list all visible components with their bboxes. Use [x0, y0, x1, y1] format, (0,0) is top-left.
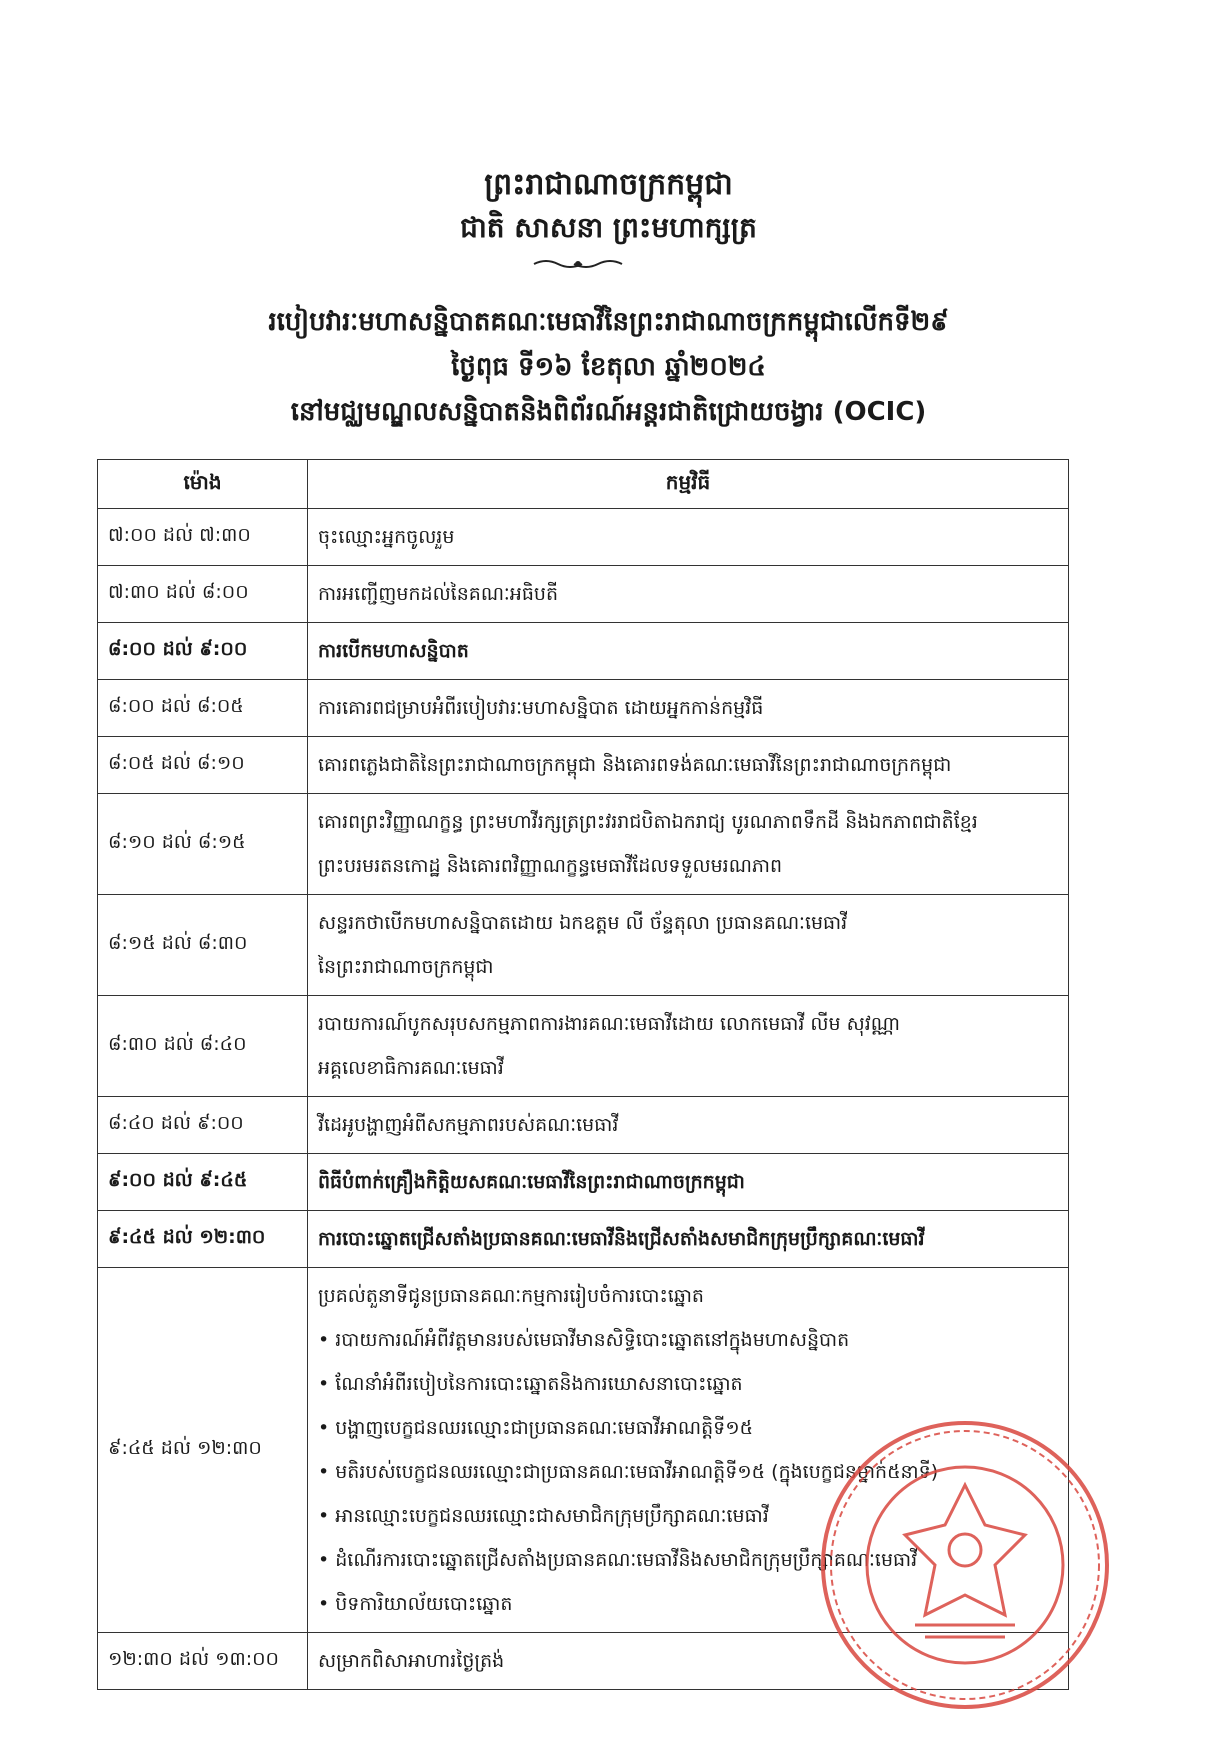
program-line: សម្រាកពិសាអាហារថ្ងៃត្រង់ [318, 1650, 505, 1672]
table-row [98, 1211, 1069, 1268]
row-time: ៩:០០ ដល់ ៩:៤៥ [98, 1154, 308, 1211]
program-line: ចុះឈ្មោះអ្នកចូលរួម [318, 526, 455, 548]
program-line: នៃព្រះរាជាណាចក្រកម្ពុជា [318, 956, 494, 978]
column-header-time: ម៉ោង [98, 460, 308, 509]
row-program [308, 1097, 1069, 1154]
row-time: ៨:០០ ដល់ ៩:០០ [98, 623, 308, 680]
program-line: របាយការណ៍បូកសរុបសកម្មភាពការងារគណៈមេធាវីដោយ លោកមេធាវី លីម សុវណ្ណា [318, 1013, 900, 1035]
program-line: ការអញ្ជើញមកដល់នៃគណៈអធិបតី [318, 583, 559, 605]
program-line: គោរពព្រះវិញ្ញាណក្ខន្ធ ព្រះមហាវីរក្សត្រព្រះវររាជបិតាឯករាជ្យ បូរណភាពទឹកដី និងឯកភាពជាតិខ្មែរ [318, 811, 978, 833]
program-line: • មតិរបស់បេក្ខជនឈរឈ្មោះជាប្រធានគណៈមេធាវីអាណត្តិទី១៥ (ក្នុងបេក្ខជនម្នាក់៥នាទី) [318, 1461, 939, 1483]
row-time: ៨:៤០ ដល់ ៩:០០ [98, 1097, 308, 1154]
national-motto: ជាតិ សាសនា ព្រះមហាក្សត្រ [460, 211, 757, 244]
program-line: • អានឈ្មោះបេក្ខជនឈរឈ្មោះជាសមាជិកក្រុមប្រឹក្សាគណៈមេធាវី [318, 1505, 769, 1527]
row-time: ៩:៤៥ ដល់ ១២:៣០ [98, 1268, 308, 1633]
program-line: • បង្ហាញបេក្ខជនឈរឈ្មោះជាប្រធានគណៈមេធាវីអាណត្តិទី១៥ [318, 1417, 754, 1439]
program-line: • បិទការិយាល័យបោះឆ្នោត [318, 1593, 513, 1615]
program-line: អគ្គលេខាធិការគណៈមេធាវី [318, 1057, 504, 1079]
program-line: សន្ទរកថាបើកមហាសន្និបាតដោយ ឯកឧត្តម លី ច័ន្ទតុលា ប្រធានគណៈមេធាវី [318, 912, 848, 934]
row-time: ៨:៣០ ដល់ ៨:៤០ [98, 996, 308, 1097]
row-time: ៩:៤៥ ដល់ ១២:៣០ [98, 1211, 308, 1268]
row-program [308, 1154, 1069, 1211]
row-program [308, 737, 1069, 794]
table-row [98, 1097, 1069, 1154]
program-line: • ដំណើរការបោះឆ្នោតជ្រើសតាំងប្រធានគណៈមេធាវីនិងសមាជិកក្រុមប្រឹក្សាគណៈមេធាវី [318, 1549, 918, 1571]
program-line: ព្រះបរមរតនកោដ្ឋ និងគោរពវិញ្ញាណក្ខន្ធមេធាវីដែលទទួលមរណភាព [318, 855, 783, 877]
column-header-program: កម្មវិធី [308, 460, 1069, 509]
row-time: ១២:៣០ ដល់ ១៣:០០ [98, 1633, 308, 1690]
program-line: ការបោះឆ្នោតជ្រើសតាំងប្រធានគណៈមេធាវីនិងជ្រើសតាំងសមាជិកក្រុមប្រឹក្សាគណៈមេធាវី [318, 1228, 925, 1250]
table-row [98, 623, 1069, 680]
table-row [98, 1154, 1069, 1211]
table-row [98, 680, 1069, 737]
row-time: ៨:០០ ដល់ ៨:០៥ [98, 680, 308, 737]
table-row [98, 509, 1069, 566]
table-row [98, 794, 1069, 895]
row-time: ៨:០៥ ដល់ ៨:១០ [98, 737, 308, 794]
row-time: ៧:៣០ ដល់ ៨:០០ [98, 566, 308, 623]
program-line: ពិធីបំពាក់គ្រឿងកិត្តិយសគណៈមេធាវីនៃព្រះរាជាណាចក្រកម្ពុជា [318, 1171, 745, 1193]
row-program [308, 895, 1069, 996]
row-program [308, 566, 1069, 623]
row-time: ៨:១៥ ដល់ ៨:៣០ [98, 895, 308, 996]
agenda-date: ថ្ងៃពុធ ទី១៦ ខែតុលា ឆ្នាំ២០២៤ [451, 352, 766, 382]
agenda-venue: នៅមជ្ឈមណ្ឌលសន្និបាតនិងពិព័រណ៍អន្តរជាតិជ្រោយចង្វារ (OCIC) [290, 397, 927, 427]
row-time: ៧:០០ ដល់ ៧:៣០ [98, 509, 308, 566]
row-program [308, 794, 1069, 895]
row-program [308, 623, 1069, 680]
row-program [308, 680, 1069, 737]
row-time: ៨:១០ ដល់ ៨:១៥ [98, 794, 308, 895]
agenda-title: របៀបវារៈមហាសន្និបាតគណៈមេធាវីនៃព្រះរាជាណាចក្រកម្ពុជាលើកទី២៩ [268, 307, 949, 337]
program-line: ការគោរពជម្រាបអំពីរបៀបវារៈមហាសន្និបាត ដោយអ្នកកាន់កម្មវិធី [318, 697, 764, 719]
kingdom-heading: ព្រះរាជាណាចក្រកម្ពុជា [484, 167, 733, 202]
program-line: ការបើកមហាសន្និបាត [318, 640, 469, 662]
program-line: គោរពភ្លេងជាតិនៃព្រះរាជាណាចក្រកម្ពុជា និងគោរពទង់គណៈមេធាវីនៃព្រះរាជាណាចក្រកម្ពុជា [318, 754, 952, 776]
table-row [98, 737, 1069, 794]
table-row [98, 566, 1069, 623]
table-row [98, 996, 1069, 1097]
table-row [98, 895, 1069, 996]
ornament-divider-icon [530, 256, 626, 272]
row-program [308, 509, 1069, 566]
program-line: • របាយការណ៍អំពីវត្តមានរបស់មេធាវីមានសិទ្ធិបោះឆ្នោតនៅក្នុងមហាសន្និបាត [318, 1329, 850, 1351]
row-program [308, 1211, 1069, 1268]
program-line: វីដេអូបង្ហាញអំពីសកម្មភាពរបស់គណៈមេធាវី [318, 1114, 619, 1136]
row-program [308, 996, 1069, 1097]
table-header-row [98, 460, 1069, 509]
bar-association-seal-icon [815, 1415, 1115, 1715]
program-line: ប្រគល់តួនាទីជូនប្រធានគណៈកម្មការរៀបចំការបោះឆ្នោត [318, 1285, 704, 1307]
program-line: • ណែនាំអំពីរបៀបនៃការបោះឆ្នោតនិងការឃោសនាបោះឆ្នោត [318, 1373, 743, 1395]
